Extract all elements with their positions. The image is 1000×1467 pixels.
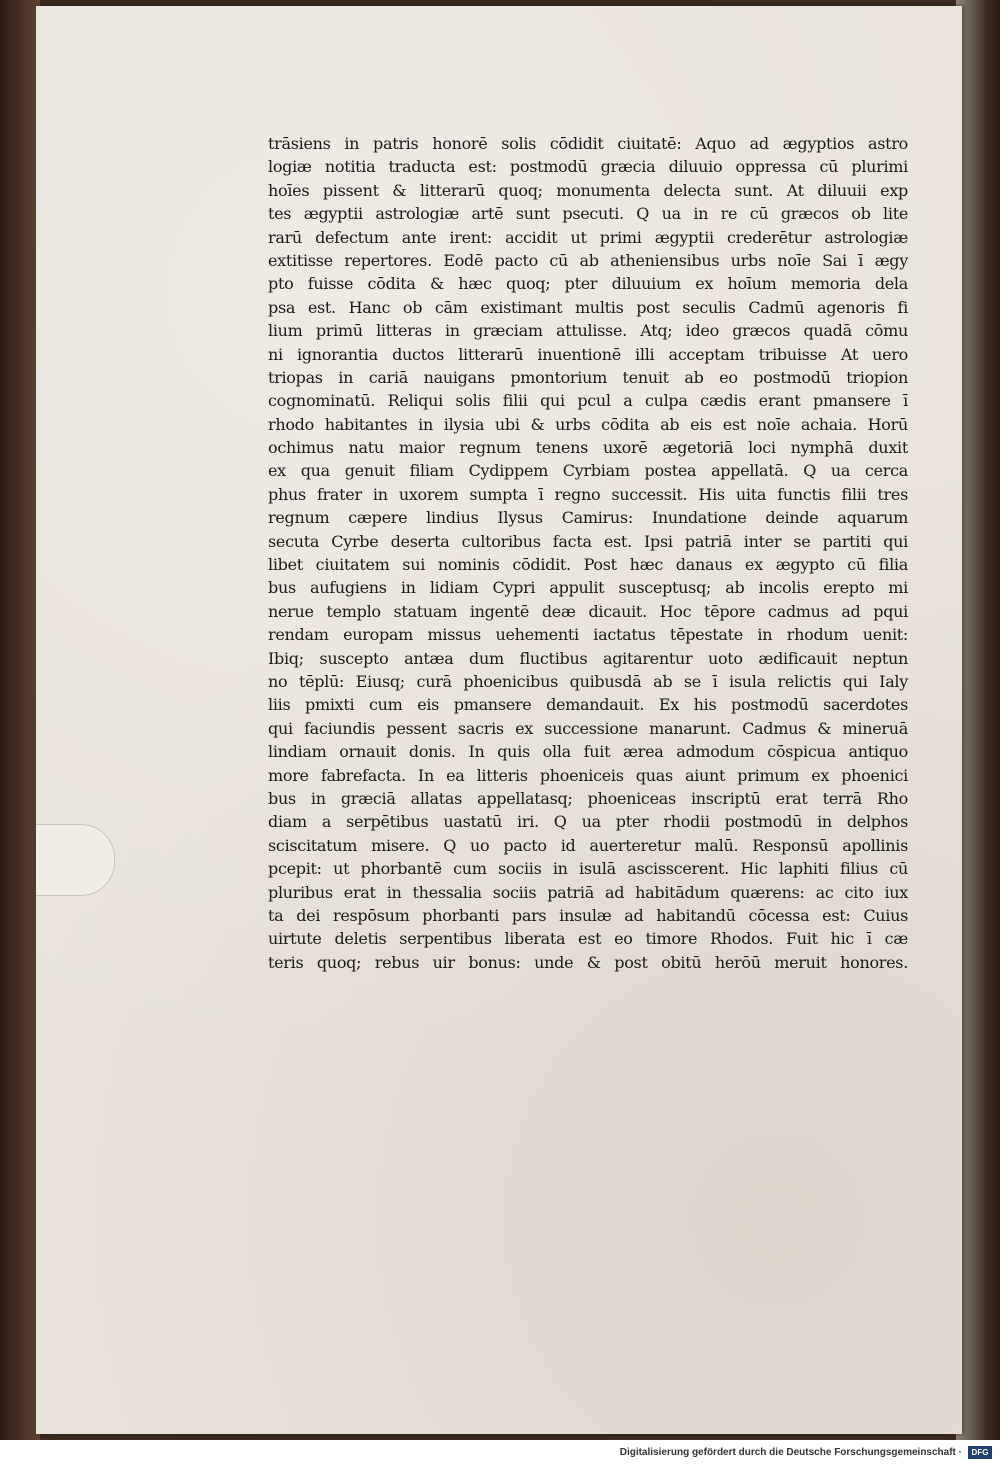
text-line: sciscitatum misere. Q uo pacto id auerteretur malū. Responsū apollinis bbox=[268, 835, 908, 855]
page-clip-tab bbox=[36, 824, 115, 896]
text-line: psa est. Hanc ob cām existimant multis post seculis Cadmū agenoris fi bbox=[268, 297, 908, 317]
text-line: ex qua genuit filiam Cydippem Cyrbiam postea appellatā. Q ua cerca bbox=[268, 461, 908, 481]
text-line: no tēplū: Eiusq; curā phoenicibus quibusdā ab se ī isula relictis qui Ialy bbox=[268, 671, 908, 691]
footer-bar bbox=[0, 1440, 1000, 1467]
book-fore-edge bbox=[956, 0, 1000, 1440]
text-line: logiæ notitia traducta est: postmodū græcia diluuio oppressa cū plurimi bbox=[268, 157, 908, 177]
text-line: tes ægyptii astrologiæ artē sunt psecuti. Q ua in re cū græcos ob lite bbox=[268, 204, 908, 224]
text-line: phus frater in uxorem sumpta ī regno successit. His uita functis filii tres bbox=[268, 484, 908, 504]
text-line: qui faciundis pessent sacris ex successione manarunt. Cadmus & mineruā bbox=[268, 718, 908, 738]
text-line: uirtute deletis serpentibus liberata est eo timore Rhodos. Fuit hic ī cæ bbox=[268, 929, 908, 949]
text-line: Ibiq; suscepto antæa dum fluctibus agitarentur uoto ædificauit neptun bbox=[268, 648, 908, 668]
digitization-credit: Digitalisierung gefördert durch die Deutsche Forschungsgemeinschaft · bbox=[619, 1447, 962, 1458]
text-line: teris quoq; rebus uir bonus: unde & post obitū herōū meruit honores. bbox=[268, 952, 908, 972]
paper-page bbox=[36, 6, 962, 1434]
text-line: diam a serpētibus uastatū iri. Q ua pter rhodii postmodū in delphos bbox=[268, 812, 908, 832]
text-line: rhodo habitantes in ilysia ubi & urbs cōdita ab eis est noīe achaia. Horū bbox=[268, 414, 908, 434]
text-line: ta dei respōsum phorbanti pars insulæ ad habitandū cōcessa est: Cuius bbox=[268, 905, 908, 925]
text-line: pto fuisse cōdita & hæc quoq; pter diluuium ex hoīum memoria dela bbox=[268, 274, 908, 294]
text-line: ochimus natu maior regnum tenens uxorē ægetoriā loci nymphā duxit bbox=[268, 438, 908, 458]
text-line: rarū defectum ante irent: accidit ut primi ægyptii crederētur astrologiæ bbox=[268, 227, 908, 247]
text-line: cognominatū. Reliqui solis filii qui pcul a culpa cædis erant pmansere ī bbox=[268, 391, 908, 411]
text-line: rendam europam missus uehementi iactatus tēpestate in rhodum uenit: bbox=[268, 625, 908, 645]
text-line: more fabrefacta. In ea litteris phoeniceis quas aiunt primum ex phoenici bbox=[268, 765, 908, 785]
text-line: ni ignorantia ductos litterarū inuentionē illi acceptam tribuisse At uero bbox=[268, 344, 908, 364]
book-binding-edge bbox=[0, 0, 40, 1440]
text-line: pcepit: ut phorbantē cum sociis in isulā ascisscerent. Hic laphiti filius cū bbox=[268, 859, 908, 879]
text-line: lium primū litteras in græciam attulisse. Atq; ideo græcos quadā cōmu bbox=[268, 321, 908, 341]
text-line: lindiam ornauit donis. In quis olla fuit ærea admodum cōspicua antiquo bbox=[268, 742, 908, 762]
text-line: hoīes pissent & litterarū quoq; monumenta delecta sunt. At diluuii exp bbox=[268, 180, 908, 200]
text-line: liis pmixti cum eis pmansere demandauit. Ex his postmodū sacerdotes bbox=[268, 695, 908, 715]
text-line: libet ciuitatem sui nominis cōdidit. Post hæc danaus ex ægypto cū filia bbox=[268, 555, 908, 575]
text-line: secuta Cyrbe deserta cultoribus facta est. Ipsi patriā inter se partiti qui bbox=[268, 531, 908, 551]
text-line: bus aufugiens in lidiam Cypri appulit susceptusq; ab incolis erepto mi bbox=[268, 578, 908, 598]
text-line: pluribus erat in thessalia sociis patriā ad habitādum quærens: ac cito iux bbox=[268, 882, 908, 902]
text-line: bus in græciā allatas appellatasq; phoeniceas inscriptū erat terrā Rho bbox=[268, 788, 908, 808]
text-line: extitisse repertores. Eodē pacto cū ab atheniensibus urbs noīe Sai ī ægy bbox=[268, 250, 908, 270]
text-line: regnum cæpere lindius Ilysus Camirus: Inundatione deinde aquarum bbox=[268, 508, 908, 528]
printed-text-block bbox=[268, 132, 908, 974]
text-line: nerue templo statuam ingentē deæ dicauit. Hoc tēpore cadmus ad pqui bbox=[268, 601, 908, 621]
text-line: trāsiens in patris honorē solis cōdidit ciuitatē: Aquo ad ægyptios astro bbox=[268, 134, 908, 153]
dfg-logo: DFG bbox=[968, 1446, 992, 1459]
text-line: triopas in cariā nauigans pmontorium tenuit ab eo postmodū triopion bbox=[268, 367, 908, 387]
